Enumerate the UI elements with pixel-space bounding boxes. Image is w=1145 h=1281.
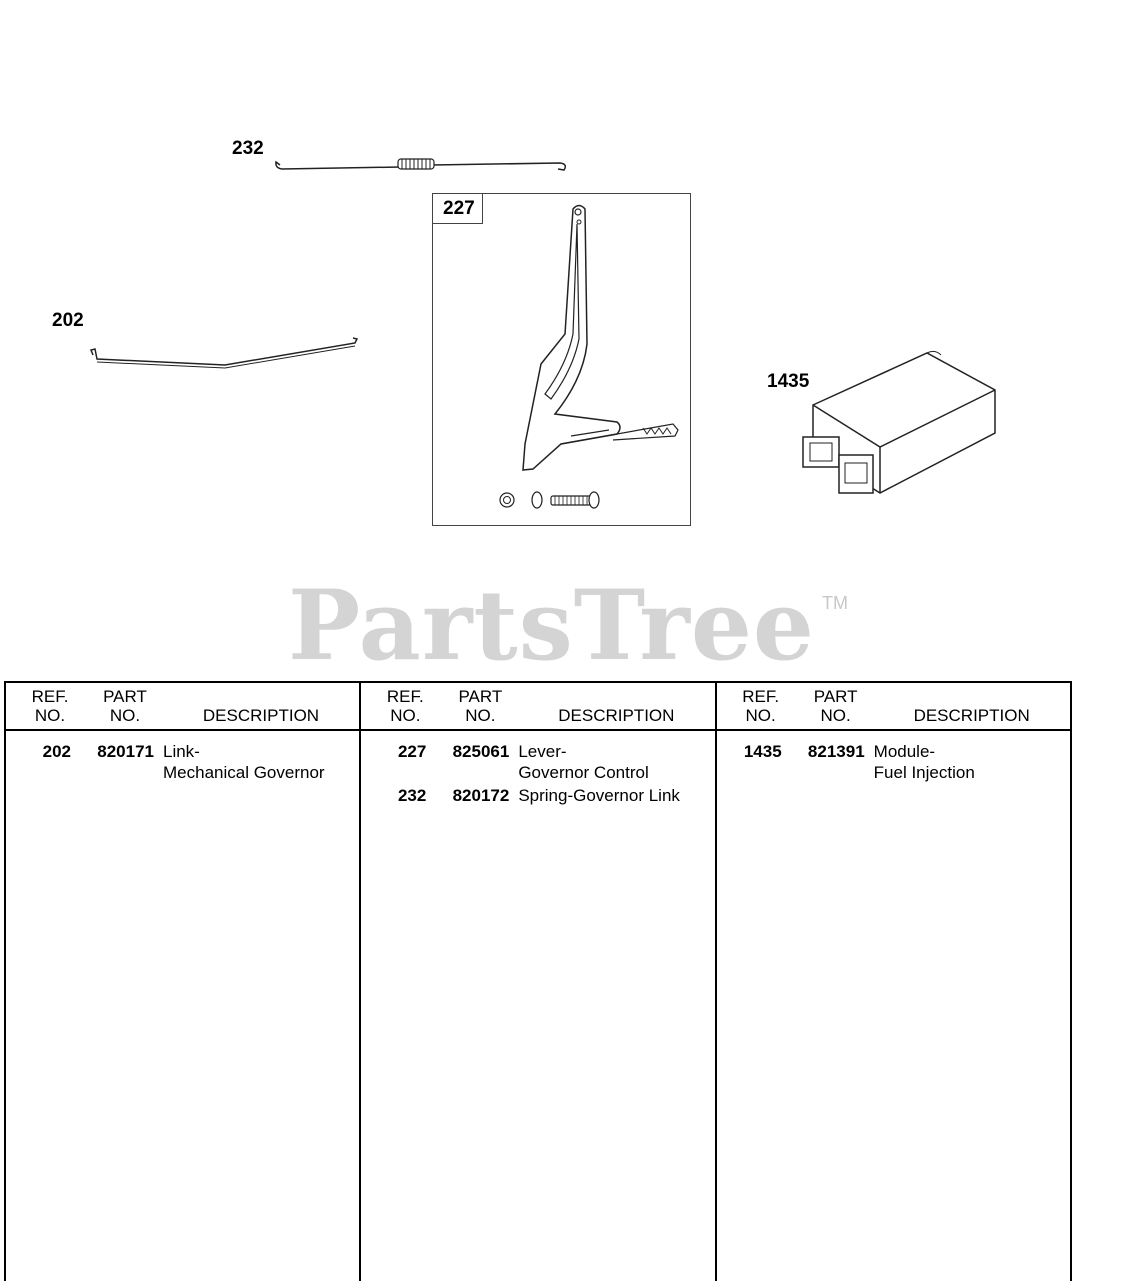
parts-table [4, 681, 1072, 1281]
column-header [717, 683, 1070, 731]
part-number: 825061 [452, 742, 510, 761]
ref-number: 202 [42, 742, 71, 761]
callout-227: 227 [433, 194, 483, 224]
part-description: Lever- Governor Control [518, 742, 649, 782]
part-description: Module- Fuel Injection [873, 742, 975, 782]
trademark-symbol: TM [822, 593, 848, 613]
header-part-no: PART NO. [458, 687, 503, 725]
part-description: Spring-Governor Link [518, 786, 680, 805]
header-ref-no: REF. NO. [31, 687, 69, 725]
header-description: DESCRIPTION [913, 706, 1030, 725]
lever-inset-box [432, 193, 691, 526]
partstree-watermark: PartsTree [288, 569, 815, 682]
column-header [6, 683, 359, 731]
lever-governor-control-drawing [433, 194, 690, 525]
callout-202: 202 [52, 310, 84, 331]
ref-number: 232 [397, 786, 427, 805]
column-header [361, 683, 714, 731]
part-number: 820171 [97, 742, 154, 761]
link-mechanical-governor-drawing [85, 335, 365, 375]
part-description: Link- Mechanical Governor [163, 742, 325, 782]
parts-column-1 [6, 683, 359, 1281]
header-part-no: PART NO. [103, 687, 147, 725]
ref-number: 1435 [743, 742, 782, 761]
callout-1435: 1435 [767, 371, 810, 392]
spring-governor-link-drawing [270, 150, 580, 180]
header-description: DESCRIPTION [202, 706, 320, 725]
callout-232: 232 [232, 138, 264, 159]
part-number: 821391 [807, 742, 865, 761]
header-description: DESCRIPTION [558, 706, 675, 725]
module-fuel-injection-drawing [795, 345, 1010, 505]
part-number: 820172 [452, 786, 510, 805]
header-part-no: PART NO. [813, 687, 858, 725]
header-ref-no: REF. NO. [742, 687, 780, 725]
parts-column-3 [715, 683, 1070, 1281]
parts-column-2 [359, 683, 714, 1281]
ref-number: 227 [397, 742, 427, 761]
header-ref-no: REF. NO. [386, 687, 424, 725]
